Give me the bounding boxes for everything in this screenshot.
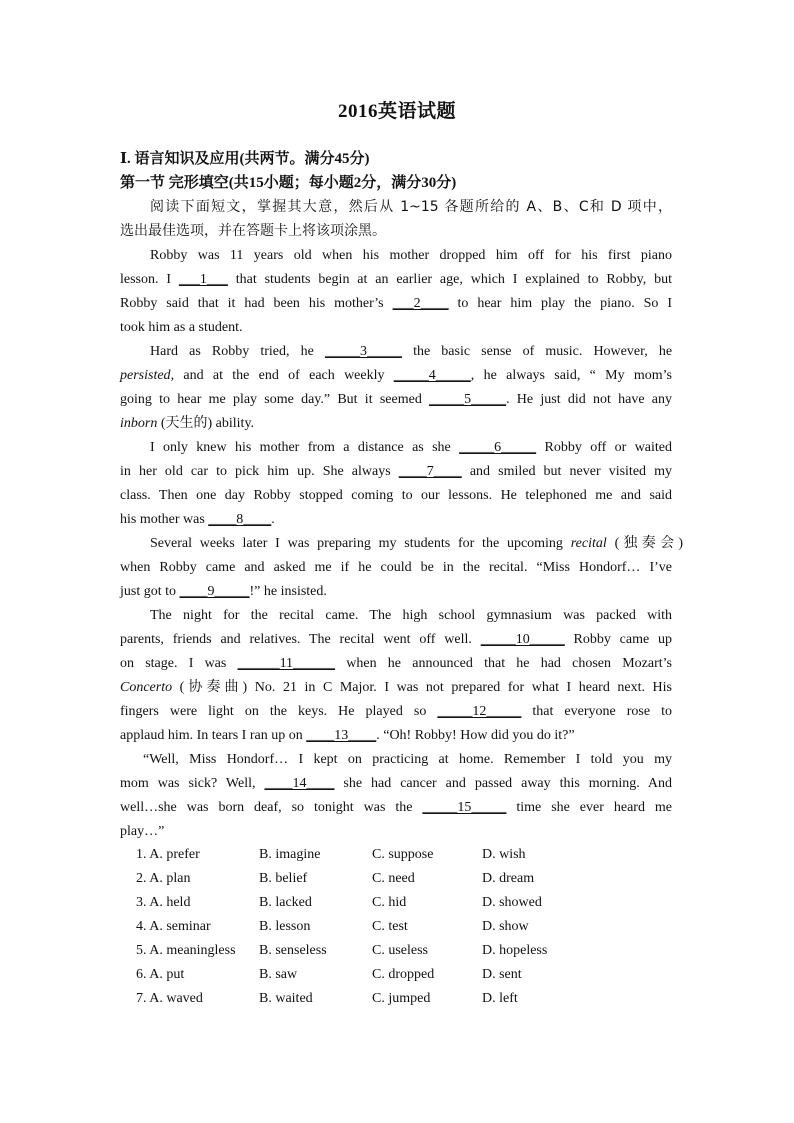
passage-line: The night for the recital came. The high school gymnasium was packed with	[150, 608, 672, 623]
passage-line: going to hear me play some day.” But it seemed _____5_____. He just did not have any	[120, 388, 672, 412]
option-b: B. saw	[259, 967, 298, 982]
option-d: D. hopeless	[482, 943, 548, 958]
option-a: 7. A. waved	[136, 991, 203, 1006]
passage-line: parents, friends and relatives. The recital went off well. _____10_____ Robby came up	[120, 628, 672, 652]
option-d: D. left	[482, 991, 518, 1006]
blank-7: ____7____	[398, 464, 462, 479]
blank-3: _____3_____	[324, 344, 402, 359]
section-heading-2: 第一节 完形填空(共15小题；每小题2分，满分30分)	[120, 175, 457, 191]
option-b: B. senseless	[259, 943, 327, 958]
option-d: D. sent	[482, 967, 522, 982]
option-c: C. dropped	[372, 967, 435, 982]
passage-line: Robby said that it had been his mother’s ___2____ to hear him play the piano. So I	[120, 292, 672, 316]
passage-line: Several weeks later I was preparing my students for the upcoming recital (独奏会)	[150, 536, 684, 551]
blank-5: _____5_____	[429, 392, 507, 407]
passage-line: well…she was born deaf, so tonight was the _____15_____ time she ever heard me	[120, 796, 672, 820]
passage-line: Hard as Robby tried, he _____3_____ the basic sense of music. However, he	[150, 340, 672, 364]
passage-line: when Robby came and asked me if he could be in the recital. “Miss Hondorf… I’ve	[120, 560, 672, 575]
page-title: 2016英语试题	[337, 101, 456, 122]
passage-line: inborn (天生的) ability.	[120, 416, 255, 431]
passage-line: Robby was 11 years old when his mother dropped him off for his first piano	[150, 248, 672, 263]
blank-14: ____14____	[264, 776, 335, 791]
option-c: C. test	[372, 919, 408, 934]
blank-6: _____6_____	[459, 440, 537, 455]
option-a: 3. A. held	[136, 895, 191, 910]
passage-line: mom was sick? Well, ____14____ she had cancer and passed away this morning. And	[120, 772, 672, 796]
passage-line: applaud him. In tears I ran up on ____13____. “Oh! Robby! How did you do it?”	[120, 724, 672, 748]
instruction-line: 选出最佳选项，并在答题卡上将该项涂黑。	[120, 223, 386, 239]
blank-10: _____10_____	[480, 632, 565, 647]
instruction-line: 阅读下面短文，掌握其大意，然后从 1~15 各题所给的 A、B、C和 D 项中，	[150, 199, 672, 215]
passage-line: I only knew his mother from a distance as she _____6_____ Robby off or waited	[150, 436, 672, 460]
section-heading-1: Ⅰ. 语言知识及应用(共两节。满分45分)	[120, 151, 370, 167]
blank-8: ____8____	[208, 512, 272, 527]
option-b: B. lacked	[259, 895, 312, 910]
option-a: 2. A. plan	[136, 871, 191, 886]
passage-line: his mother was ____8____.	[120, 508, 672, 532]
passage-line: fingers were light on the keys. He played so _____12_____ that everyone rose to	[120, 700, 672, 724]
option-c: C. jumped	[372, 991, 431, 1006]
option-d: D. dream	[482, 871, 535, 886]
passage-line: on stage. I was ______11______ when he announced that he had chosen Mozart’s	[120, 652, 672, 676]
blank-2: ___2____	[392, 296, 449, 311]
passage-line: lesson. I ___1___ that students begin at an earlier age, which I explained to Robby, but	[120, 268, 672, 292]
passage-line: in her old car to pick him up. She always ____7____ and smiled but never visited my	[120, 460, 672, 484]
passage-line: Concerto (协奏曲) No. 21 in C Major. I was not prepared for what I heard next. His	[120, 680, 672, 695]
option-d: D. showed	[482, 895, 542, 910]
passage-line: persisted, and at the end of each weekly _____4_____, he always said, “ My mom’s	[120, 364, 672, 388]
option-c: C. hid	[372, 895, 407, 910]
passage-line: just got to ____9_____!” he insisted.	[120, 580, 672, 604]
option-a: 4. A. seminar	[136, 919, 211, 934]
blank-13: ____13____	[306, 728, 377, 743]
blank-12: _____12_____	[437, 704, 522, 719]
passage-line: “Well, Miss Hondorf… I kept on practicing at home. Remember I told you my	[143, 752, 672, 767]
option-a: 5. A. meaningless	[136, 943, 236, 958]
blank-11: ______11______	[237, 656, 336, 671]
option-a: 6. A. put	[136, 967, 185, 982]
option-b: B. belief	[259, 871, 308, 886]
option-d: D. show	[482, 919, 529, 934]
passage-line: took him as a student.	[120, 320, 243, 335]
option-b: B. lesson	[259, 919, 311, 934]
option-c: C. need	[372, 871, 415, 886]
option-d: D. wish	[482, 847, 526, 862]
passage-line: class. Then one day Robby stopped coming to our lessons. He telephoned me and said	[120, 488, 672, 503]
option-b: B. imagine	[259, 847, 321, 862]
option-c: C. suppose	[372, 847, 434, 862]
blank-1: ___1___	[178, 272, 228, 287]
blank-15: _____15_____	[422, 800, 507, 815]
blank-9: ____9_____	[179, 584, 250, 599]
option-c: C. useless	[372, 943, 428, 958]
blank-4: _____4_____	[393, 368, 471, 383]
passage-line: play…”	[120, 824, 165, 839]
option-a: 1. A. prefer	[136, 847, 200, 862]
option-b: B. waited	[259, 991, 313, 1006]
